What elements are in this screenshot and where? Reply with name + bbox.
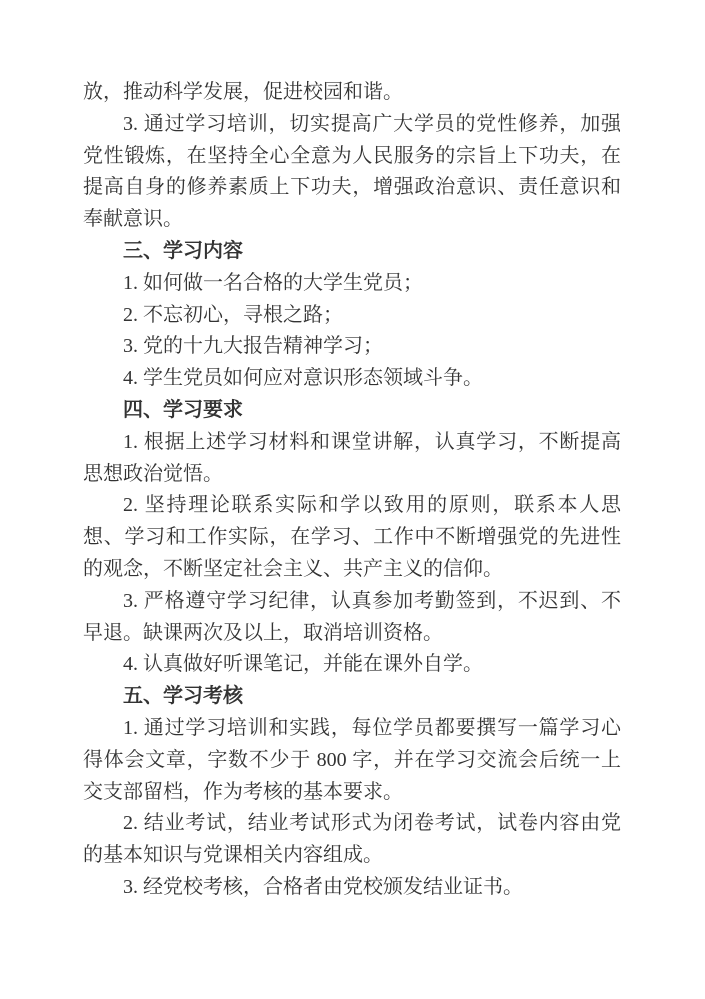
body-paragraph-continuation: 放，推动科学发展，促进校园和谐。 [83,81,403,103]
section-heading-study-content: 三、学习内容 [123,239,243,262]
list-item: 2. 结业考试，结业考试形式为闭卷考试，试卷内容由党的基本知识与党课相关内容组成。 [83,812,621,867]
section-heading-study-requirements: 四、学习要求 [123,398,243,421]
list-item: 3. 经党校考核，合格者由党校颁发结业证书。 [123,875,523,898]
list-item: 1. 如何做一名合格的大学生党员； [123,271,423,294]
list-item: 3. 严格遵守学习纪律，认真参加考勤签到，不迟到、不早退。缺课两次及以上，取消培训资格。 [83,589,621,644]
list-item: 1. 根据上述学习材料和课堂讲解，认真学习，不断提高思想政治觉悟。 [83,430,621,485]
list-item: 1. 通过学习培训和实践，每位学员都要撰写一篇学习心得体会文章，字数不少于 800 字，并在学习交流会后统一上交支部留档，作为考核的基本要求。 [83,716,621,803]
list-item: 4. 认真做好听课笔记，并能在课外自学。 [123,653,483,676]
list-item: 3. 党的十九大报告精神学习； [123,335,383,358]
section-heading-study-assessment: 五、学习考核 [123,685,243,708]
list-item: 2. 不忘初心，寻根之路； [123,303,343,326]
list-item: 4. 学生党员如何应对意识形态领域斗争。 [123,367,483,390]
body-paragraph: 3. 通过学习培训，切实提高广大学员的党性修养，加强党性锻炼，在坚持全心全意为人民服务的宗旨上下功夫，在提高自身的修养素质上下功夫，增强政治意识、责任意识和奉献意识。 [83,112,621,231]
list-item: 2. 坚持理论联系实际和学以致用的原则，联系本人思想、学习和工作实际，在学习、工作中不断增强党的先进性的观念，不断坚定社会主义、共产主义的信仰。 [83,494,621,580]
